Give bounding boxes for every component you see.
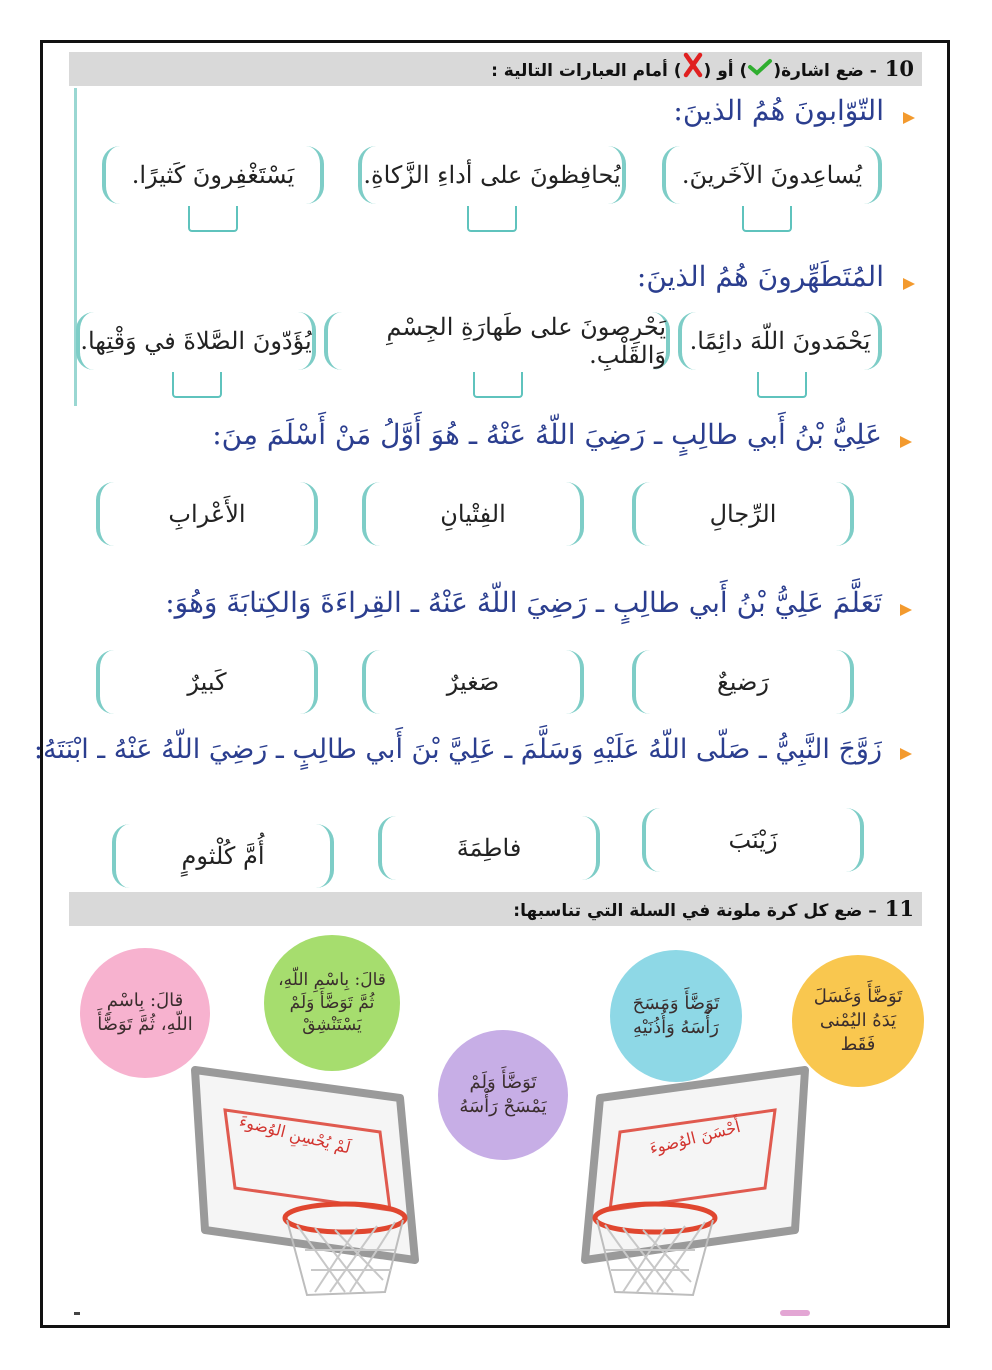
x-mark-icon — [682, 52, 704, 90]
bullet-arrow-icon — [900, 748, 912, 760]
bullet-arrow-icon — [900, 436, 912, 448]
item-1-option-1: يُساعِدونَ الآخَرينَ. — [662, 146, 882, 204]
item-1-option-3: يَسْتَغْفِرونَ كَثيرًا. — [102, 146, 324, 204]
instruction-part-3: ) أمام العبارات التالية : — [491, 61, 682, 81]
item-2-prompt: المُتَطَهِّرونَ هُمُ الذينَ: — [636, 260, 884, 293]
ball-purple[interactable]: تَوَضَّأَ وَلَمْ يَمْسَحْ رَأْسَهُ — [438, 1030, 568, 1160]
item-3-option-2[interactable]: الفِتْيانِ — [362, 482, 584, 546]
item-3-option-1[interactable]: الرِّجالِ — [632, 482, 854, 546]
item-3-prompt: عَلِيُّ بْنُ أَبي طالِبٍ ـ رَضِيَ اللّهُ عَنْهُ ـ هُوَ أَوَّلُ مَنْ أَسْلَمَ مِنَ: — [212, 418, 882, 451]
item-2-option-1: يَحْمَدونَ اللّهَ دائِمًا. — [678, 312, 882, 370]
item-2-option-3: يُؤَدّونَ الصَّلاةَ في وَقْتِها. — [76, 312, 316, 370]
instruction-part-1: - ضع اشارة( — [773, 61, 877, 81]
scan-artifact — [780, 1310, 810, 1316]
item-5-option-2[interactable]: فاطِمَةَ — [378, 816, 600, 880]
bullet-arrow-icon — [903, 112, 915, 124]
basket-good-label: أَحْسَنَ الوُضوءَ — [647, 1117, 743, 1158]
item-1-option-2: يُحافِظونَ على أداءِ الزَّكاةِ. — [358, 146, 626, 204]
question-11-header — [69, 892, 922, 926]
item-3-option-3[interactable]: الأَعْرابِ — [96, 482, 318, 546]
basket-not-good-label: لَمْ يُحْسِنِ الوُضوءَ — [237, 1111, 353, 1158]
check-mark-icon — [747, 54, 773, 88]
scan-artifact — [74, 1312, 80, 1315]
instruction-part-2: ) أو ( — [703, 61, 748, 81]
question-number: 11 — [884, 896, 914, 921]
item-4-prompt: تَعَلَّمَ عَلِيُّ بْنُ أَبي طالِبٍ ـ رَضِيَ اللّهُ عَنْهُ ـ القِراءَةَ وَالكِتابَةَ وَهُوَ: — [165, 586, 882, 619]
question-number: 10 — [884, 56, 914, 81]
answer-box[interactable] — [473, 372, 523, 398]
basket-not-good[interactable] — [185, 1060, 435, 1310]
answer-box[interactable] — [742, 206, 792, 232]
ball-green[interactable]: قالَ: بِاسْمِ اللّهِ، ثُمَّ تَوَضَّأَ وَلَمْ يَسْتَنْشِقْ — [264, 935, 400, 1071]
bullet-arrow-icon — [900, 604, 912, 616]
ball-pink[interactable]: قالَ: بِاسْمِ اللّهِ، ثُمَّ تَوَضَّأَ — [80, 948, 210, 1078]
item-4-option-2[interactable]: صَغيرٌ — [362, 650, 584, 714]
basket-good[interactable] — [565, 1060, 815, 1310]
item-1-prompt: التّوّابونَ هُمُ الذينَ: — [673, 94, 884, 127]
ball-yellow[interactable]: تَوَضَّأَ وَغَسَلَ يَدَهُ اليُمْنى فَقَط — [792, 955, 924, 1087]
item-4-option-1[interactable]: رَضيعٌ — [632, 650, 854, 714]
question-10-header — [69, 52, 922, 86]
item-5-prompt: زَوَّجَ النَّبِيُّ ـ صَلّى اللّهُ عَلَيْهِ وَسَلَّمَ ـ عَلِيَّ بْنَ أَبي طالِبٍ ـ رَضِيَ اللّهُ عَنْهُ ـ ابْنَتَهُ: — [33, 734, 882, 765]
ball-blue[interactable]: تَوَضَّأَ وَمَسَحَ رَأْسَهُ وَأُذُنَيْهِ — [610, 950, 742, 1082]
item-2-option-2: يَحْرِصونَ على طَهارَةِ الجِسْمِ وَالقَلْبِ. — [324, 312, 670, 370]
answer-box[interactable] — [757, 372, 807, 398]
answer-box[interactable] — [172, 372, 222, 398]
item-4-option-3[interactable]: كَبيرٌ — [96, 650, 318, 714]
item-5-option-1[interactable]: زَيْنَبَ — [642, 808, 864, 872]
question-11-instruction: – ضع كل كرة ملونة في السلة التي تناسبها: — [513, 901, 877, 921]
answer-box[interactable] — [467, 206, 517, 232]
item-5-option-3[interactable]: أُمَّ كُلْثومٍ — [112, 824, 334, 888]
bullet-arrow-icon — [903, 278, 915, 290]
answer-box[interactable] — [188, 206, 238, 232]
